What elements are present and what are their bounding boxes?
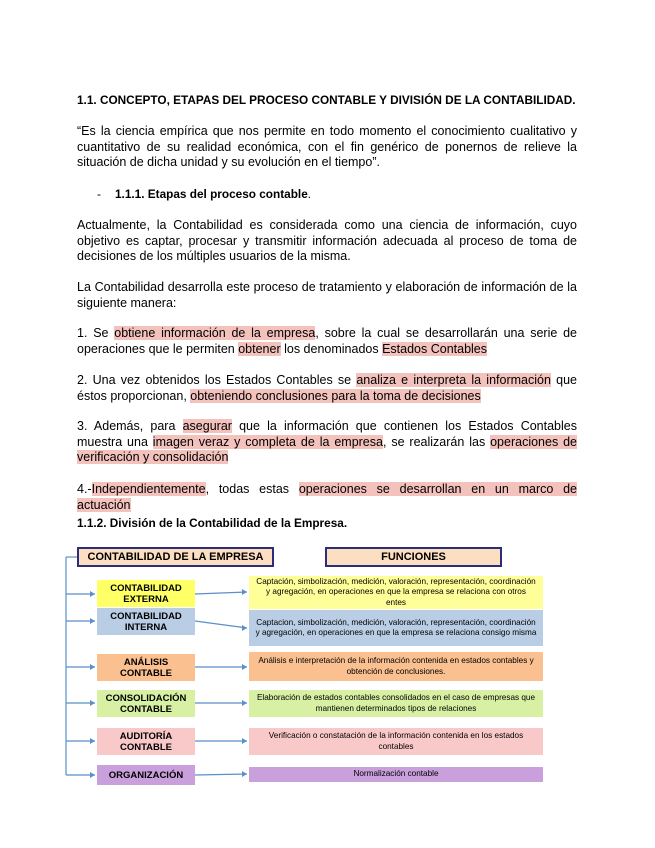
list-item-2: 2. Una vez obtenidos los Estados Contables se analiza e interpreta la información que éstos proporcionan, obteniendo conclusiones para la toma de decisiones xyxy=(77,373,577,403)
paragraph-process: La Contabilidad desarrolla este proceso de tratamiento y elaboración de información de la siguiente manera: xyxy=(77,280,577,310)
category-organizacion: ORGANIZACIÓN xyxy=(97,765,195,785)
link-line-2-arrowhead xyxy=(242,625,247,631)
function-externa: Captación, simbolización, medición, valoración, representación, coordinación y agregación, en operaciones en que la empresa se relaciona con otros entes xyxy=(249,576,543,609)
list-item-1: 1. Se obtiene información de la empresa, sobre la cual se desarrollarán una serie de operaciones que le permiten obtener los denominados Estados Contables xyxy=(77,326,577,356)
paragraph-intro: Actualmente, la Contabilidad es considerada como una ciencia de información, cuyo objetivo es captar, procesar y transmitir información adecuada al proceso de toma de decisiones de los múltiples usuarios de la misma. xyxy=(77,218,577,264)
branch-line-1-arrowhead xyxy=(90,591,95,597)
header-funciones: FUNCIONES xyxy=(325,547,502,567)
branch-line-6-arrowhead xyxy=(90,772,95,778)
link-line-1 xyxy=(195,592,247,594)
category-consolidacion: CONSOLIDACIÓN CONTABLE xyxy=(97,690,195,717)
header-contabilidad-empresa: CONTABILIDAD DE LA EMPRESA xyxy=(77,547,274,567)
function-auditoria: Verificación o constatación de la información contenida en los estados contables xyxy=(249,728,543,755)
category-analisis: ANÁLISIS CONTABLE xyxy=(97,654,195,681)
function-organizacion: Normalización contable xyxy=(249,767,543,782)
link-line-1-arrowhead xyxy=(242,589,247,595)
branch-line-5-arrowhead xyxy=(90,738,95,744)
subsection-title-division: 1.1.2. División de la Contabilidad de la Empresa. xyxy=(77,516,348,530)
link-line-6 xyxy=(195,774,247,775)
link-line-6-arrowhead xyxy=(242,771,247,777)
link-line-5-arrowhead xyxy=(242,738,247,744)
function-analisis: Análisis e interpretación de la información contenida en estados contables y obtención de conclusiones. xyxy=(249,652,543,681)
category-auditoria: AUDITORÍA CONTABLE xyxy=(97,728,195,755)
function-interna: Captacion, simbolización, medición, valoración, representación, coordinación y agregación, en operaciones en que la empresa se relaciona consigo misma xyxy=(249,610,543,646)
branch-line-3-arrowhead xyxy=(90,664,95,670)
definition-quote: “Es la ciencia empírica que nos permite en todo momento el conocimiento cualitativo y cuantitativo de su realidad económica, con el fin genérico de ponernos de relieve la situación de dicha unidad y su evolución en el tiempo”. xyxy=(77,124,577,170)
function-consolidacion: Elaboración de estados contables consolidados en el caso de empresas que mantienen determinados tipos de relaciones xyxy=(249,690,543,717)
category-externa: CONTABILIDAD EXTERNA xyxy=(97,580,195,607)
link-line-3-arrowhead xyxy=(242,664,247,670)
subsection-title-etapas: 1.1.1. Etapas del proceso contable. xyxy=(115,187,312,201)
branch-line-4-arrowhead xyxy=(90,700,95,706)
section-title: 1.1. CONCEPTO, ETAPAS DEL PROCESO CONTABLE Y DIVISIÓN DE LA CONTABILIDAD. xyxy=(77,93,576,107)
category-interna: CONTABILIDAD INTERNA xyxy=(97,608,195,635)
link-line-2 xyxy=(195,621,247,628)
list-item-3: 3. Además, para asegurar que la información que contienen los Estados Contables muestra una imagen veraz y completa de la empresa, se realizarán las operaciones de verificación y consolidación xyxy=(77,419,577,465)
list-item-4: 4.-Independientemente, todas estas operaciones se desarrollan en un marco de actuación xyxy=(77,482,577,512)
branch-line-2-arrowhead xyxy=(90,618,95,624)
link-line-4-arrowhead xyxy=(242,700,247,706)
bullet-dash: - xyxy=(97,187,101,201)
